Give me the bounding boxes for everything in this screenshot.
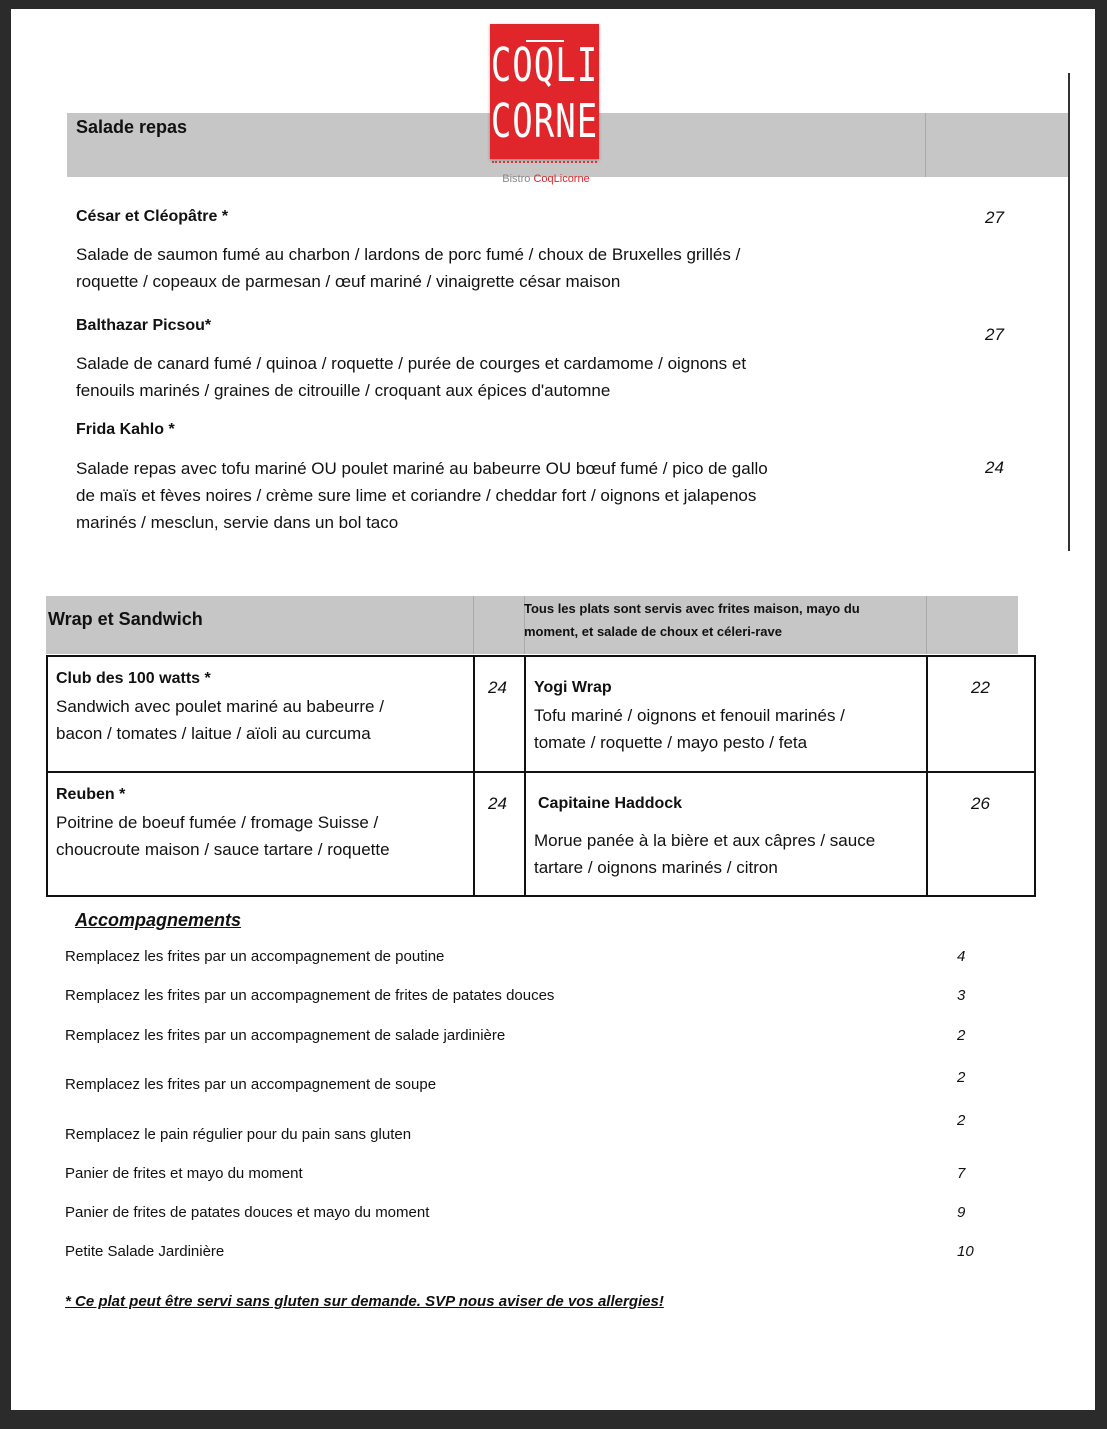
- sandwich-item-price: 22: [971, 678, 990, 697]
- salade-item-desc: [76, 241, 740, 295]
- sandwich-item-desc: [56, 809, 390, 863]
- restaurant-logo: [490, 24, 599, 159]
- sandwich-header-divider: [473, 596, 474, 654]
- accompagnement-price: 2: [957, 1027, 966, 1044]
- sandwich-item-name: Reuben *: [56, 786, 126, 803]
- desc-line: fenouils marinés / graines de citrouille / croquant aux épices d'automne: [76, 381, 611, 400]
- note-line: Tous les plats sont servis avec frites maison, mayo du: [524, 601, 860, 616]
- sandwich-item-name: Capitaine Haddock: [538, 795, 683, 812]
- accompagnement-price: 7: [957, 1165, 966, 1182]
- sandwich-item-price: 24: [488, 678, 507, 697]
- accompagnement-label: Panier de frites et mayo du moment: [65, 1165, 303, 1182]
- salade-section-title: Salade repas: [76, 117, 188, 137]
- desc-line: de maïs et fèves noires / crème sure lime et coriandre / cheddar fort / oignons et jalapenos: [76, 486, 757, 505]
- accompagnement-price: 4: [957, 948, 966, 965]
- desc-line: bacon / tomates / laitue / aïoli au curcuma: [56, 724, 371, 743]
- accompagnements-title: Accompagnements: [75, 910, 242, 930]
- sandwich-item-name: Club des 100 watts *: [56, 670, 211, 687]
- sandwich-header-divider: [926, 596, 927, 654]
- desc-line: Sandwich avec poulet mariné au babeurre /: [56, 697, 384, 716]
- accompagnement-price: 2: [957, 1112, 966, 1129]
- salade-item-price: 24: [985, 458, 1004, 477]
- menu-page: [11, 9, 1095, 1410]
- desc-line: Morue panée à la bière et aux câpres / sauce: [534, 831, 876, 850]
- logo-subtitle-prefix: Bistro: [502, 173, 534, 185]
- salade-item-name: Balthazar Picsou*: [76, 317, 212, 334]
- salade-item-price: 27: [985, 208, 1004, 227]
- sandwich-note: [524, 597, 860, 643]
- table-border: [473, 655, 475, 897]
- salade-item-desc: [76, 455, 768, 536]
- table-border: [46, 771, 1036, 773]
- desc-line: tartare / oignons marinés / citron: [534, 858, 778, 877]
- sandwich-item-desc: [534, 702, 845, 756]
- accompagnement-label: Remplacez les frites par un accompagnement de soupe: [65, 1076, 437, 1093]
- sandwich-item-desc: [56, 693, 384, 747]
- accompagnement-price: 9: [957, 1204, 966, 1221]
- table-border: [46, 655, 1036, 657]
- table-border: [524, 655, 526, 897]
- desc-line: marinés / mesclun, servie dans un bol taco: [76, 513, 399, 532]
- table-border: [926, 655, 928, 897]
- desc-line: choucroute maison / sauce tartare / roquette: [56, 840, 390, 859]
- accompagnement-label: Remplacez le pain régulier pour du pain sans gluten: [65, 1126, 412, 1143]
- desc-line: Poitrine de boeuf fumée / fromage Suisse /: [56, 813, 379, 832]
- desc-line: Tofu mariné / oignons et fenouil marinés /: [534, 706, 845, 725]
- desc-line: Salade repas avec tofu mariné OU poulet mariné au babeurre OU bœuf fumé / pico de gallo: [76, 459, 768, 478]
- accompagnement-label: Remplacez les frites par un accompagnement de frites de patates douces: [65, 987, 555, 1004]
- accompagnement-label: Petite Salade Jardinière: [65, 1243, 225, 1260]
- salade-item-price: 27: [985, 325, 1004, 344]
- logo-line-1: COQLI: [490, 39, 599, 93]
- gluten-footnote: * Ce plat peut être servi sans gluten sur demande. SVP nous aviser de vos allergies!: [65, 1293, 664, 1310]
- sandwich-section-title: Wrap et Sandwich: [48, 609, 203, 629]
- desc-line: Salade de saumon fumé au charbon / lardons de porc fumé / choux de Bruxelles grillés /: [76, 245, 741, 264]
- salade-item-desc: [76, 350, 746, 404]
- logo-subtitle: [491, 173, 601, 185]
- accompagnement-label: Panier de frites de patates douces et mayo du moment: [65, 1204, 430, 1221]
- accompagnement-label: Remplacez les frites par un accompagnement de salade jardinière: [65, 1027, 506, 1044]
- salade-item-name: Frida Kahlo *: [76, 421, 175, 438]
- sandwich-item-desc: [534, 827, 875, 881]
- logo-line-2: CORNE: [490, 95, 599, 149]
- logo-subtitle-brand: CoqLicorne: [533, 173, 590, 185]
- salade-header-divider: [925, 113, 926, 177]
- accompagnement-price: 3: [957, 987, 966, 1004]
- accompagnement-price: 2: [957, 1069, 966, 1086]
- accompagnement-price: 10: [957, 1243, 974, 1260]
- sandwich-item-price: 24: [488, 794, 507, 813]
- table-border: [46, 895, 1036, 897]
- desc-line: roquette / copeaux de parmesan / œuf mariné / vinaigrette césar maison: [76, 272, 621, 291]
- right-margin-rule: [1068, 73, 1070, 551]
- sandwich-item-name: Yogi Wrap: [534, 679, 612, 696]
- desc-line: tomate / roquette / mayo pesto / feta: [534, 733, 808, 752]
- note-line: moment, et salade de choux et céleri-rave: [524, 624, 782, 639]
- accompagnement-label: Remplacez les frites par un accompagnement de poutine: [65, 948, 445, 965]
- sandwich-item-price: 26: [971, 794, 990, 813]
- table-border: [1034, 655, 1036, 897]
- salade-item-name: César et Cléopâtre *: [76, 208, 229, 225]
- desc-line: Salade de canard fumé / quinoa / roquette / purée de courges et cardamome / oignons et: [76, 354, 747, 373]
- table-border: [46, 655, 48, 897]
- logo-dotted-line: [492, 161, 597, 163]
